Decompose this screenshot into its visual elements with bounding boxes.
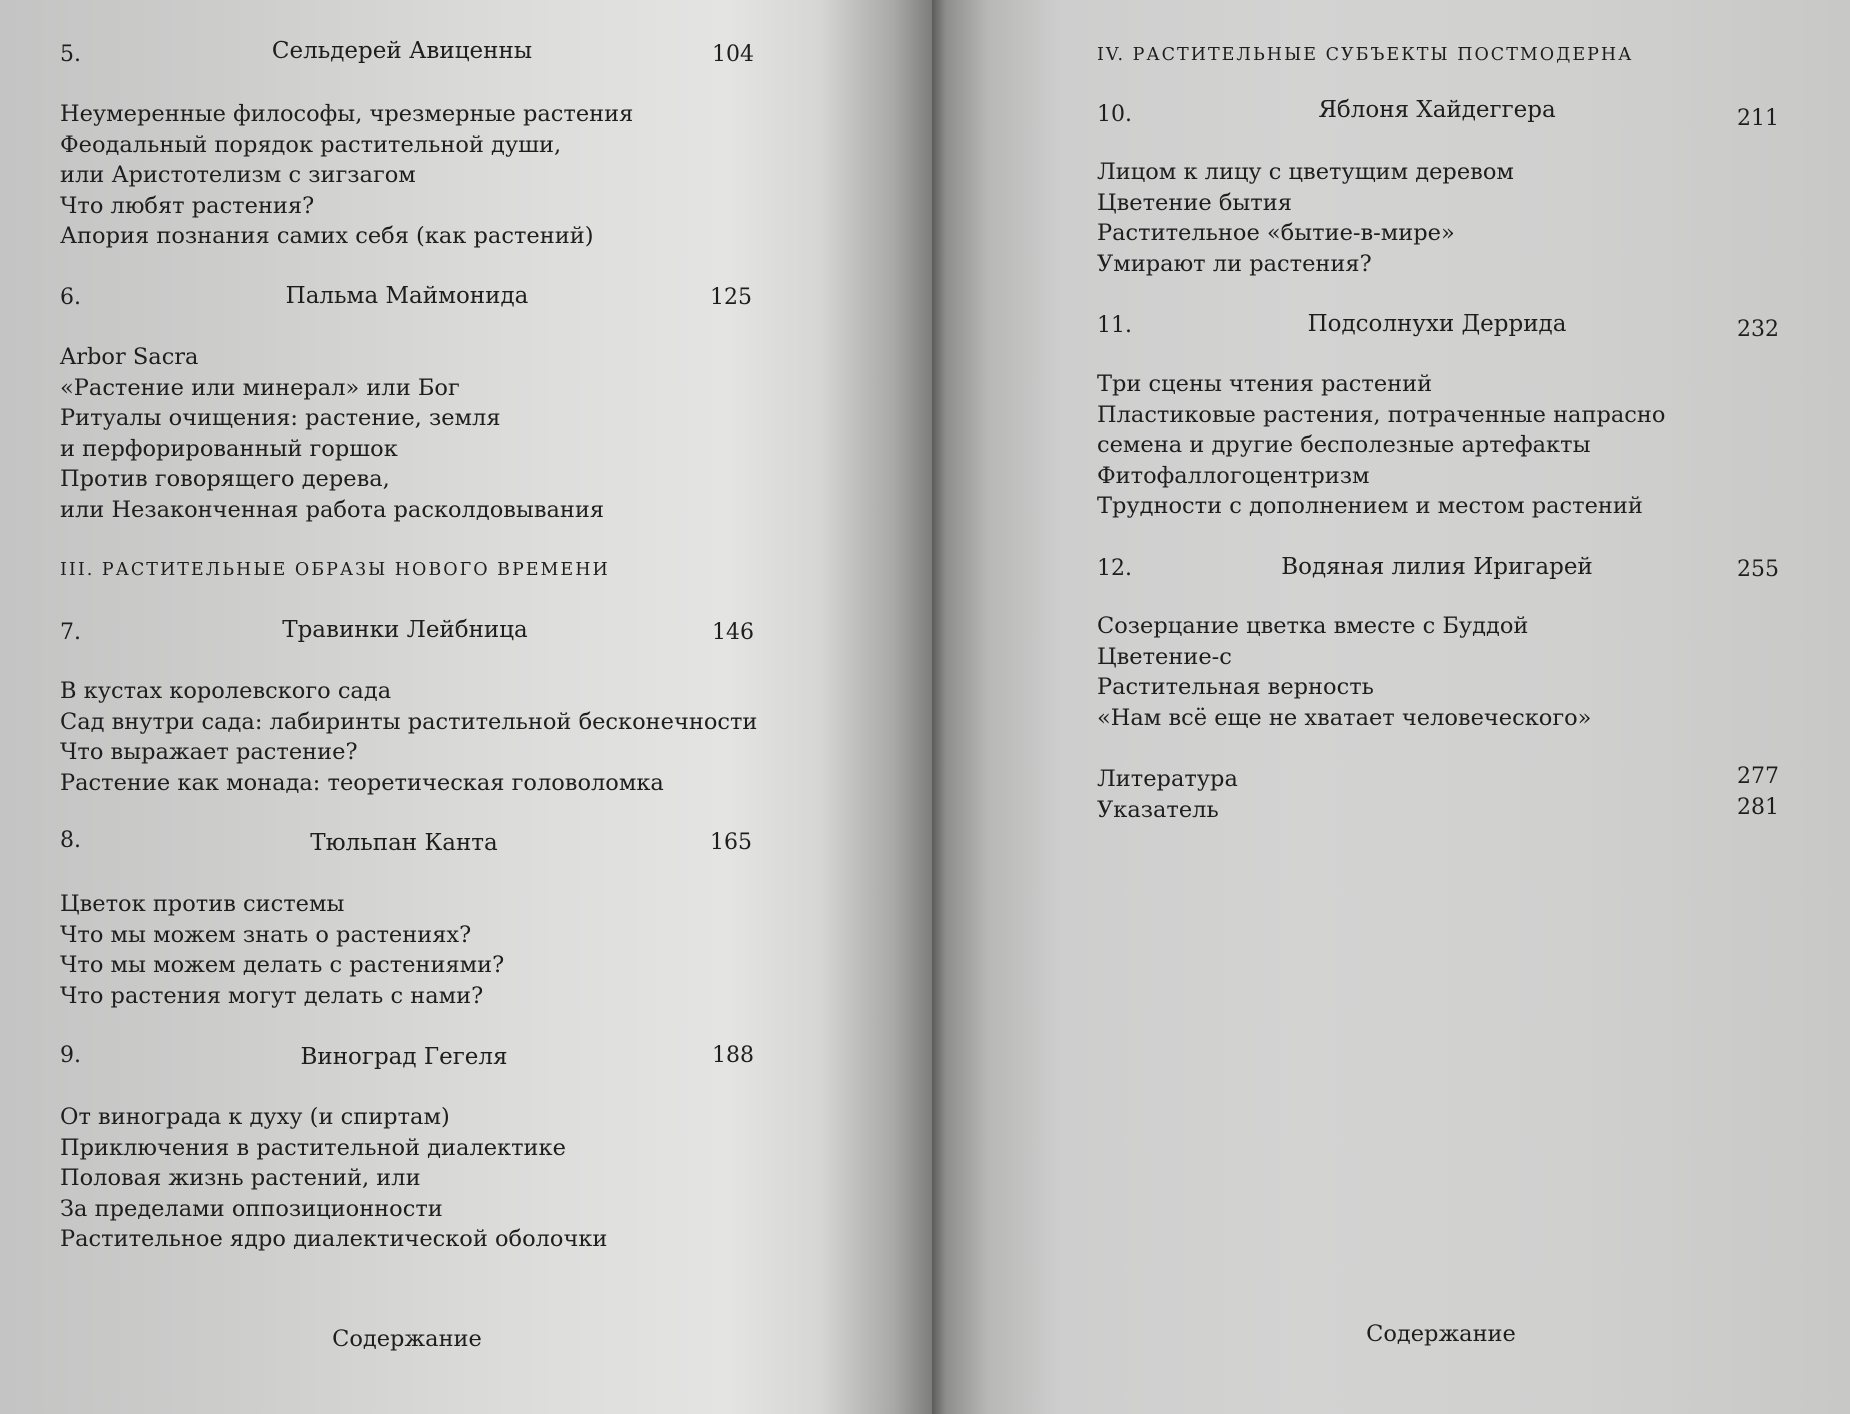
chapter-title: Пальма Маймонида xyxy=(285,283,529,309)
subsection-item: Цветок против системы xyxy=(60,891,345,917)
chapter-page-number: 255 xyxy=(1737,557,1779,582)
chapter-number: 10. xyxy=(1097,102,1132,127)
subsection-item: или Незаконченная работа расколдовывания xyxy=(60,496,605,523)
chapter-subsections xyxy=(1097,369,1665,522)
subsection-item: Умирают ли растения? xyxy=(1097,250,1372,277)
chapter-number: 5. xyxy=(60,42,81,67)
subsection-item: От винограда к духу (и спиртам) xyxy=(60,1104,450,1130)
chapter-page-number: 125 xyxy=(710,285,752,310)
page-footer: Содержание xyxy=(332,1326,482,1352)
chapter-subsections xyxy=(60,342,604,525)
chapter-number: 6. xyxy=(60,285,81,310)
subsection-item: Цветение бытия xyxy=(1097,189,1292,216)
subsection-item: Феодальный порядок растительной души, xyxy=(60,131,562,158)
chapter-subsections xyxy=(60,99,633,252)
subsection-item: Растительное «бытие-в-мире» xyxy=(1097,220,1455,246)
subsection-item: Растительная верность xyxy=(1097,674,1374,700)
subsection-item: Пластиковые растения, потраченные напрасно xyxy=(1097,401,1666,428)
chapter-page-number: 232 xyxy=(1737,317,1779,342)
chapter-subsections xyxy=(1097,611,1591,733)
back-matter-label: Литература xyxy=(1097,766,1238,792)
subsection-item: Что мы можем знать о растениях? xyxy=(60,921,472,948)
part-heading: III. РАСТИТЕЛЬНЫЕ ОБРАЗЫ НОВОГО ВРЕМЕНИ xyxy=(60,560,610,580)
chapter-page-number: 211 xyxy=(1737,106,1779,131)
chapter-number: 8. xyxy=(60,828,81,853)
chapter-page-number: 104 xyxy=(712,42,754,67)
subsection-item: «Растение или минерал» или Бог xyxy=(60,374,460,401)
back-matter-page-number: 277 xyxy=(1737,764,1779,789)
chapter-title: Травинки Лейбница xyxy=(282,617,528,643)
chapter-number: 11. xyxy=(1097,313,1132,338)
subsection-item: Созерцание цветка вместе с Буддой xyxy=(1097,613,1529,639)
chapter-subsections xyxy=(60,1102,607,1255)
chapter-page-number: 165 xyxy=(710,830,752,855)
chapter-title: Подсолнухи Деррида xyxy=(1307,311,1567,337)
subsection-item: Приключения в растительной диалектике xyxy=(60,1134,566,1161)
subsection-item: семена и другие бесполезные артефакты xyxy=(1097,432,1591,458)
chapter-subsections xyxy=(60,676,757,798)
subsection-item: Апория познания самих себя (как растений) xyxy=(60,223,594,249)
subsection-item: Неумеренные философы, чрезмерные растения xyxy=(60,101,634,127)
chapter-number: 9. xyxy=(60,1043,81,1068)
subsection-item: Arbor Sacra xyxy=(60,344,199,370)
chapter-number: 7. xyxy=(60,620,81,645)
subsection-item: Три сцены чтения растений xyxy=(1097,371,1433,397)
chapter-title: Тюльпан Канта xyxy=(310,830,498,856)
subsection-item: Растение как монада: теоретическая головоломка xyxy=(60,769,664,796)
subsection-item: Фитофаллогоцентризм xyxy=(1097,462,1370,489)
chapter-number: 12. xyxy=(1097,556,1132,581)
subsection-item: Половая жизнь растений, или xyxy=(60,1165,421,1191)
chapter-subsections xyxy=(60,889,504,1011)
chapter-title: Водяная лилия Иригарей xyxy=(1281,554,1593,580)
part-heading: IV. РАСТИТЕЛЬНЫЕ СУБЪЕКТЫ ПОСТМОДЕРНА xyxy=(1097,45,1634,65)
right-page xyxy=(932,0,1850,1414)
subsection-item: Трудности с дополнением и местом растений xyxy=(1097,493,1643,519)
subsection-item: Растительное ядро диалектической оболочки xyxy=(60,1226,608,1252)
page-footer: Содержание xyxy=(1366,1321,1516,1347)
subsection-item: Что выражает растение? xyxy=(60,739,358,765)
subsection-item: или Аристотелизм с зигзагом xyxy=(60,162,416,188)
subsection-item: В кустах королевского сада xyxy=(60,678,392,704)
back-matter-page-number: 281 xyxy=(1737,795,1779,820)
subsection-item: и перфорированный горшок xyxy=(60,435,398,462)
subsection-item: Что мы можем делать с растениями? xyxy=(60,952,505,978)
chapter-title: Виноград Гегеля xyxy=(300,1044,508,1070)
subsection-item: Против говорящего дерева, xyxy=(60,466,390,492)
subsection-item: Сад внутри сада: лабиринты растительной бесконечности xyxy=(60,708,758,735)
subsection-item: «Нам всё еще не хватает человеческого» xyxy=(1097,704,1592,731)
subsection-item: За пределами оппозиционности xyxy=(60,1195,443,1222)
subsection-item: Ритуалы очищения: растение, земля xyxy=(60,405,501,431)
chapter-title: Яблоня Хайдеггера xyxy=(1318,97,1556,123)
chapter-page-number: 146 xyxy=(712,620,754,645)
chapter-subsections xyxy=(1097,157,1514,279)
chapter-page-number: 188 xyxy=(712,1043,754,1068)
subsection-item: Лицом к лицу с цветущим деревом xyxy=(1097,159,1514,185)
back-matter-label: Указатель xyxy=(1097,797,1219,823)
subsection-item: Что любят растения? xyxy=(60,192,315,219)
subsection-item: Цветение-с xyxy=(1097,643,1232,670)
subsection-item: Что растения могут делать с нами? xyxy=(60,982,484,1009)
chapter-title: Сельдерей Авиценны xyxy=(271,38,533,64)
